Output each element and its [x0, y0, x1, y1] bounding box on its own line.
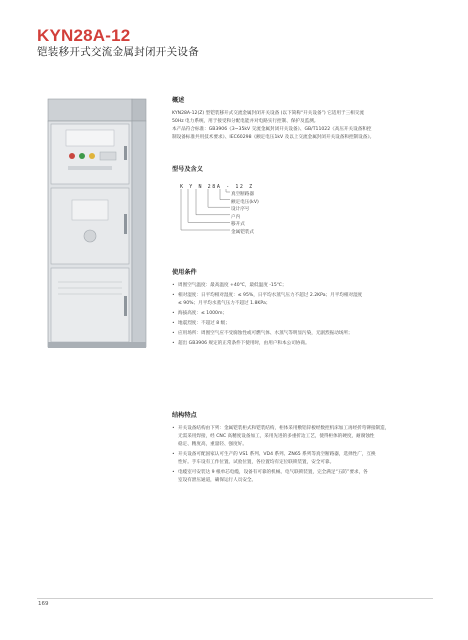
list-item: [172, 330, 434, 338]
list-item: [172, 292, 434, 308]
list-item-line: • 应用场所：周围空气应不受腐蚀性或可燃气体、水蒸气等明显污染，无剧烈振动场所；: [178, 331, 353, 336]
list-item: [172, 282, 434, 290]
list-item-line: 无需采用焊接，经 CNC 高精度设备加工，采用先进的多重折边工艺，使得柜体的硬度，耐腐蚀性: [178, 434, 375, 439]
product-title: KYN28A-12: [37, 26, 131, 45]
footer-divider: [37, 598, 433, 599]
overview-line: KYN28A-12(Z) 型铠装移开式交流金属封闭开关设备 (以下简称“开关设备”) 它适用于三相交流: [172, 111, 364, 116]
model-bracket-diagram: [180, 189, 232, 237]
list-item: [172, 451, 434, 467]
use-conditions-section: [172, 268, 434, 350]
list-item-line: • 周围空气温度：最高温度 +40℃，最低温度 -15℃；: [178, 283, 287, 288]
model-label: 移开式: [231, 222, 245, 228]
list-item-line: 稳定、精度高，重量轻、强度好。: [178, 442, 247, 447]
features-heading: 结构特点: [172, 412, 197, 419]
list-item: [172, 320, 434, 328]
list-item: [172, 425, 434, 449]
list-item: [172, 310, 434, 318]
model-label: 设计序号: [231, 207, 250, 213]
use-heading: 使用条件: [172, 269, 197, 276]
list-item-line: • 电缆室可安装达 9 根单芯电缆，设备有可靠的机械、电气联锁装置，完全满足“五防”要求，各: [178, 470, 368, 475]
switchgear-cabinet-illustration: [38, 96, 148, 351]
model-heading: 型号及含义: [172, 166, 203, 173]
list-item: [172, 340, 434, 348]
list-item-line: • 相对湿度：日平均相对湿度：≤ 95%，日平均水蒸气压力不超过 2.2KPa；月平均相对湿度: [178, 293, 363, 298]
model-label: 金属铠装式: [231, 229, 254, 235]
list-item-line: • 开关设备可配国家认可生产的 VS1 系列、VD4 系列、ZN65 系列等真空断路器，选择性广，互换: [178, 452, 376, 457]
features-list: [172, 425, 434, 485]
product-subtitle: 铠装移开式交流金属封闭开关设备: [37, 46, 199, 58]
list-item-line: • 地震烈度：不超过 8 级；: [178, 321, 230, 326]
page-number: 169: [38, 601, 49, 607]
overview-section: [172, 96, 434, 142]
overview-text: [172, 110, 434, 142]
model-label: 额定电压(kV): [231, 199, 259, 205]
overview-heading: 概述: [172, 97, 185, 104]
list-item-line: • 超出 GB3906 规定的正常条件下使用时，由用户和本公司协商。: [178, 341, 310, 346]
list-item: [172, 469, 434, 485]
list-item-line: ≤ 90%；月平均水蒸气压力不超过 1.8KPa；: [178, 301, 271, 306]
list-item-line: 性好。手车设有工作位置、试验位置，各位置均有定位联锁装置，安全可靠。: [178, 460, 335, 465]
model-label: 真空断路器: [231, 192, 254, 197]
features-section: [172, 411, 434, 487]
model-code: K Y N 28A - 12 Z: [180, 184, 254, 190]
use-list: [172, 282, 434, 348]
overview-line: 制设备标准共用技术要求》、IEC60298《额定电压1kV 及以上交流金属封闭开关设备和控制设备》。: [172, 135, 375, 140]
model-labels: [231, 191, 259, 237]
list-item-line: • 开关设备结构由下列：金属铠装柜式和铠装结构，柜体采用敷铝锌板经数控机床加工再经折弯铆接制造，: [178, 426, 390, 431]
overview-line: 50Hz 电力系统，用于接受和分配电能并对电路实行控制、保护及监测。: [172, 119, 319, 124]
list-item-line: • 海拔高度：≤ 1000m；: [178, 311, 228, 316]
list-item-line: 室设有泄压通道，确保运行人员安全。: [178, 478, 257, 483]
overview-line: 本产品符合标准：GB3906《3~35kV 交流金属封闭开关设备》、GB/T11022《高压开关设备和控: [172, 127, 372, 132]
model-section: [172, 165, 434, 235]
model-label: 户内: [231, 214, 241, 220]
